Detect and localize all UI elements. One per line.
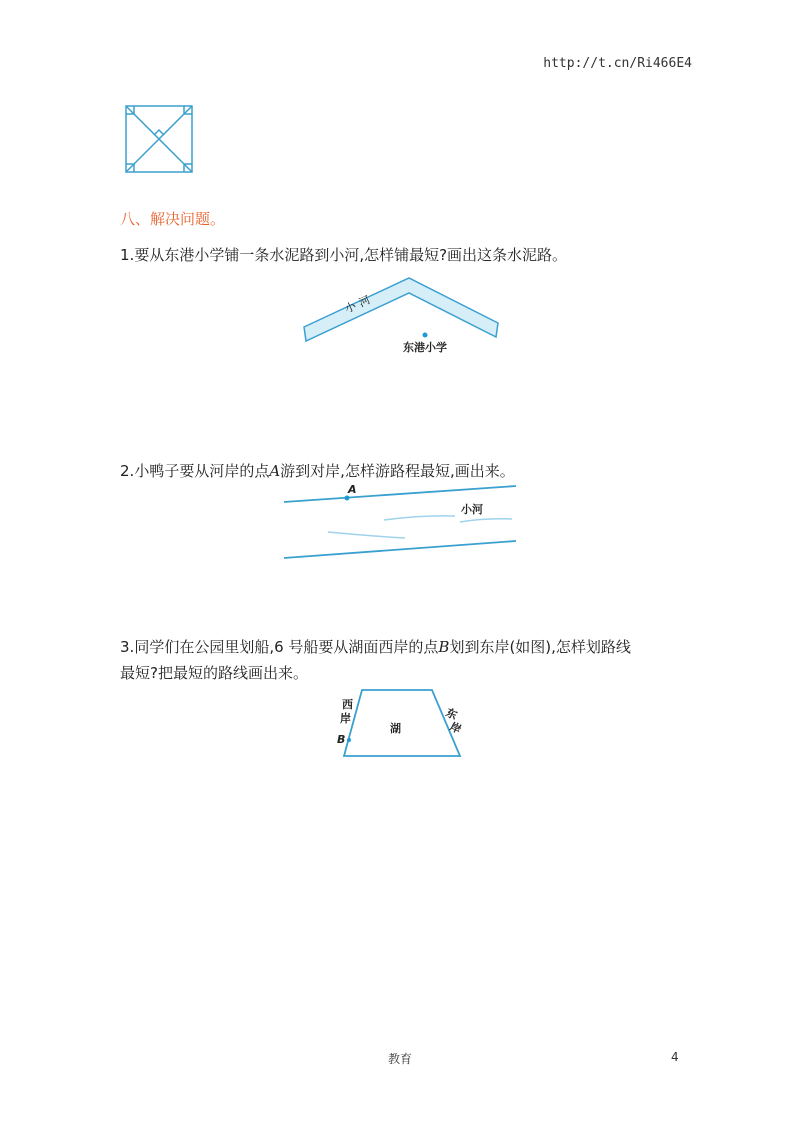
near-bank-line — [284, 486, 516, 502]
far-bank-line — [284, 541, 516, 558]
point-a — [345, 496, 350, 501]
footer-label: 教育 — [387, 1052, 412, 1066]
river-label-2: 河 — [356, 293, 373, 310]
header-url[interactable]: http://t.cn/Ri466E4 — [543, 56, 692, 71]
point-b-label: B — [337, 733, 346, 746]
point-b — [347, 738, 351, 742]
section-title: 八、解决问题。 — [120, 210, 226, 228]
question-3-text-after: 划到东岸(如图),怎样划路线 — [449, 638, 631, 656]
question-3-point: B — [438, 638, 450, 656]
question-2-text-after: 游到对岸,怎样游路程最短,画出来。 — [280, 462, 515, 480]
question-2-text-before: 小鸭子要从河岸的点 — [134, 462, 270, 480]
water-ripple-2 — [460, 519, 512, 522]
east-label-1: 东 — [443, 705, 460, 723]
river-label-1: 小 — [342, 299, 359, 316]
school-label: 东港小学 — [403, 341, 447, 354]
question-1-text: 要从东港小学铺一条水泥路到小河,怎样铺最短?画出这条水泥路。 — [134, 246, 568, 264]
question-2-point: A — [269, 462, 281, 480]
river-school-figure — [290, 275, 510, 365]
square-shape — [126, 106, 192, 172]
west-label-2: 岸 — [340, 712, 351, 725]
question-3-number: 3. — [120, 638, 135, 656]
water-ripple-3 — [328, 532, 405, 538]
lake-figure — [330, 686, 470, 762]
lake-trapezoid — [344, 690, 460, 756]
west-label-1: 西 — [342, 698, 353, 711]
question-3-text-before: 同学们在公园里划船,6 号船要从湖面西岸的点 — [134, 638, 439, 656]
point-a-label: A — [348, 483, 357, 496]
lake-label: 湖 — [390, 722, 401, 735]
page-number: 4 — [671, 1050, 679, 1064]
question-1 — [120, 242, 567, 268]
water-ripple-1 — [384, 516, 455, 520]
east-label-2: 岸 — [447, 719, 464, 737]
river-label: 小河 — [461, 503, 483, 516]
question-3 — [120, 634, 631, 686]
question-1-number: 1. — [120, 246, 135, 264]
question-3-line2: 最短?把最短的路线画出来。 — [120, 664, 308, 682]
river-bank-figure — [280, 480, 520, 565]
school-point — [423, 333, 428, 338]
square-diagonals-figure — [120, 100, 200, 180]
river-band — [304, 278, 498, 341]
question-2-number: 2. — [120, 462, 135, 480]
